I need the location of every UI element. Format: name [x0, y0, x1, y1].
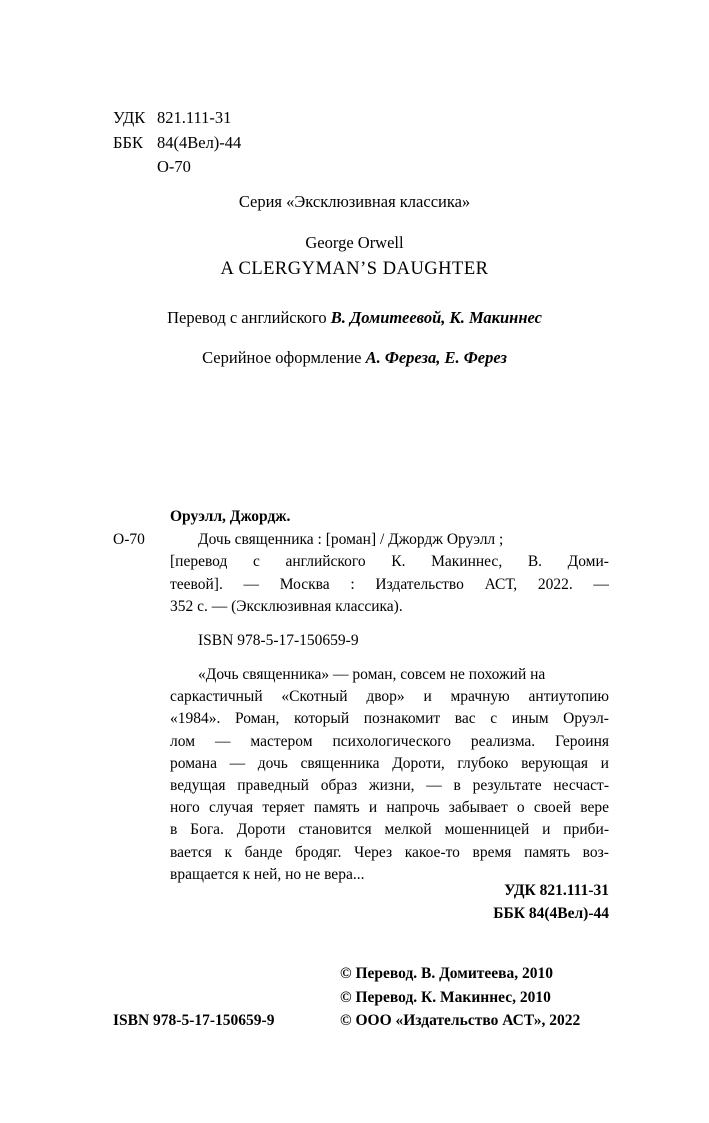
text-line: [170, 731, 609, 753]
word: английского: [285, 553, 366, 571]
word: Героиня: [555, 732, 609, 750]
word: бродяг.: [295, 843, 342, 861]
word: становится: [298, 821, 372, 839]
word: время: [472, 843, 512, 861]
translation-credit-prefix: Перевод с английского: [167, 308, 331, 327]
cip-author-heading: Оруэлл, Джордж.: [170, 508, 291, 525]
word: :: [350, 575, 355, 593]
word: своей: [533, 799, 572, 817]
word: познакомит: [363, 710, 441, 728]
cip-sigla: О-70: [113, 530, 145, 548]
word: и: [423, 688, 432, 706]
classification-repeat: [493, 880, 609, 925]
word: —: [229, 754, 246, 772]
word: психологического: [332, 732, 451, 750]
word: иным: [511, 710, 549, 728]
text-line: 352 с. — (Эксклюзивная классика).: [170, 598, 403, 616]
design-credit: [0, 348, 709, 368]
word: случая: [208, 799, 254, 817]
bbk-repeat: ББК 84(4Вел)-44: [493, 904, 609, 922]
word: В.: [527, 553, 543, 571]
word: ного: [170, 799, 200, 817]
bbk-value: 84(4Вел)-44: [157, 132, 242, 152]
text-line: «Дочь священника» — роман, совсем не похожий на: [198, 666, 546, 683]
udk-label: УДК: [113, 108, 146, 127]
bbk-label: ББК: [113, 132, 143, 152]
word: результате: [472, 777, 542, 795]
footer-spacer: [113, 962, 340, 986]
word: о: [516, 799, 525, 817]
word: вается: [170, 843, 212, 861]
word: забывает: [448, 799, 508, 817]
word: верующая: [521, 754, 588, 772]
translation-credit-names: В. Домитеевой, К. Макиннес: [330, 308, 542, 327]
text-line: Дочь священника : [роман] / Джордж Оруэлл ;: [198, 530, 504, 548]
word: АСТ,: [484, 575, 518, 593]
classification-block: [113, 106, 241, 180]
word: вере: [580, 799, 609, 817]
udk-row: [113, 106, 241, 131]
word: —: [426, 777, 442, 795]
word: приби-: [563, 821, 609, 839]
word: —: [214, 732, 231, 750]
word: мастером: [250, 732, 313, 750]
word: Москва: [279, 575, 330, 593]
word: мрачную: [450, 688, 510, 706]
word: «1984».: [170, 710, 221, 728]
text-line: [170, 753, 609, 775]
cip-block: [113, 506, 609, 653]
word: Доми-: [567, 553, 609, 571]
word: праведный: [237, 777, 309, 795]
footer-row: [113, 1009, 613, 1033]
word: память: [313, 799, 360, 817]
word: [перевод: [170, 553, 228, 571]
word: с: [490, 710, 498, 728]
word: в: [170, 821, 178, 839]
text-line: [170, 797, 609, 819]
footer-row: [113, 986, 613, 1010]
word: и: [542, 821, 551, 839]
copyright-line: © Перевод. К. Макиннес, 2010: [340, 988, 551, 1006]
original-title: A CLERGYMAN’S DAUGHTER: [220, 259, 489, 279]
copyright-line: © Перевод. В. Домитеева, 2010: [340, 965, 553, 982]
word: Роман,: [234, 710, 280, 728]
word: —: [593, 575, 609, 593]
bbk-row: [113, 131, 241, 156]
word: банде: [244, 843, 283, 861]
cip-isbn: ISBN 978-5-17-150659-9: [198, 631, 359, 649]
word: дочь: [257, 754, 288, 772]
text-line: [170, 551, 609, 574]
cip-body: [113, 529, 609, 619]
word: вас: [454, 710, 476, 728]
word: несчаст-: [553, 777, 609, 795]
word: священника: [300, 754, 380, 772]
cip-lines: [170, 529, 609, 619]
word: антиутопию: [528, 688, 609, 706]
word: теевой].: [170, 575, 223, 593]
word: и: [368, 799, 378, 817]
text-line: [170, 842, 609, 864]
word: лом: [170, 732, 195, 750]
word: теряет: [262, 799, 305, 817]
word: глубоко: [457, 754, 509, 772]
sigla-row: О-70: [157, 157, 191, 176]
text-line: [170, 819, 609, 841]
word: Дороти: [236, 821, 286, 839]
word: напрочь: [386, 799, 440, 817]
word: и: [600, 754, 609, 772]
text-line: [170, 775, 609, 797]
udk-repeat: УДК 821.111-31: [504, 882, 609, 899]
word: 2022.: [537, 575, 573, 593]
text-line: [170, 708, 609, 730]
word: К.: [391, 553, 406, 571]
word: саркастичный: [170, 688, 263, 706]
design-credit-prefix: Серийное оформление: [202, 348, 366, 367]
series-line: Серия «Эксклюзивная классика»: [238, 192, 471, 211]
word: который: [294, 710, 350, 728]
footer-row: [113, 962, 613, 986]
translation-credit: [0, 308, 709, 328]
original-author: George Orwell: [305, 233, 404, 252]
word: жизни,: [368, 777, 415, 795]
footer-spacer: [113, 986, 340, 1010]
word: —: [243, 575, 260, 593]
cip-isbn-row: [113, 630, 609, 653]
annotation-text: [170, 664, 609, 886]
word: «Скотный: [281, 688, 348, 706]
footer-isbn: ISBN 978-5-17-150659-9: [113, 1012, 275, 1029]
word: реализма.: [470, 732, 536, 750]
word: к: [224, 843, 233, 861]
copyright-footer: [113, 962, 613, 1033]
word: мошенницей: [444, 821, 530, 839]
text-line: вращается к ней, но не вера...: [170, 865, 365, 883]
word: Через: [354, 843, 393, 861]
word: Оруэл-: [563, 710, 609, 728]
word: романа: [170, 754, 217, 772]
word: ведущая: [170, 777, 226, 795]
text-line: [170, 574, 609, 597]
word: Дороти,: [392, 754, 445, 772]
word: Бога.: [190, 821, 224, 839]
word: в: [453, 777, 461, 795]
word: с: [252, 553, 260, 571]
word: воз-: [582, 843, 609, 861]
word: образ: [320, 777, 358, 795]
udk-value: 821.111-31: [157, 108, 232, 127]
word: Издательство: [375, 575, 464, 593]
word: мелкой: [384, 821, 432, 839]
text-line: [170, 686, 609, 708]
word: двор»: [366, 688, 405, 706]
word: какое-то: [404, 843, 460, 861]
design-credit-names: А. Фереза, Е. Ферез: [365, 348, 507, 367]
copyright-line: © ООО «Издательство АСТ», 2022: [340, 1012, 581, 1029]
word: Макиннес,: [431, 553, 503, 571]
word: память: [524, 843, 571, 861]
